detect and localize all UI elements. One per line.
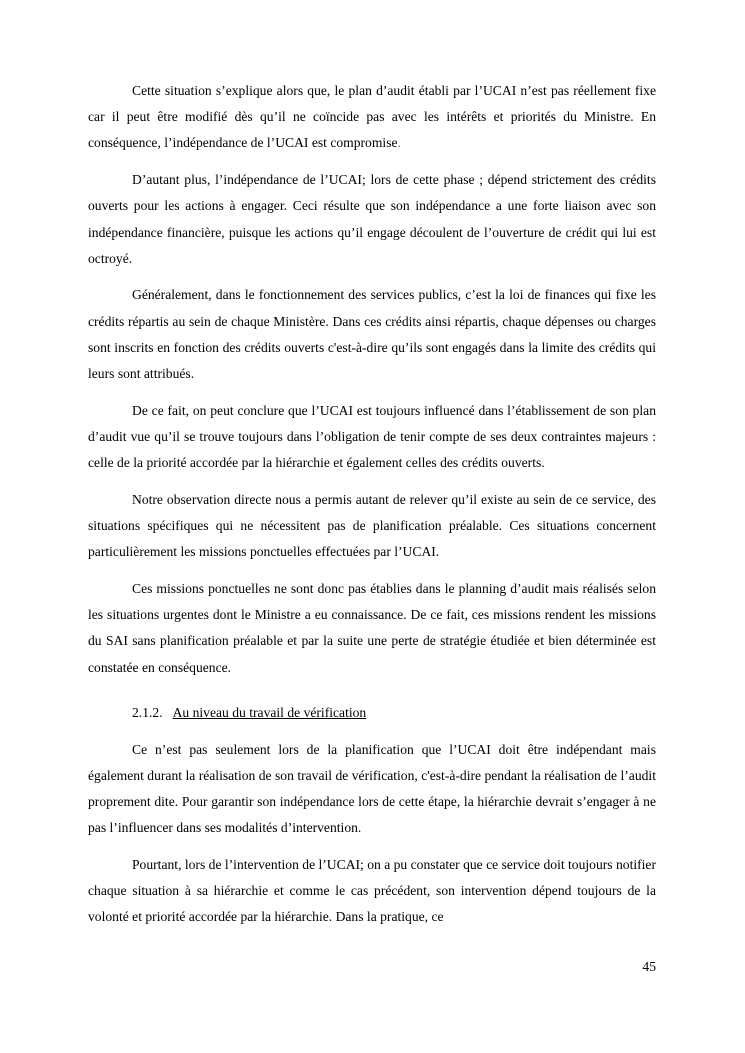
- paragraph-3: Généralement, dans le fonctionnement des services publics, c’est la loi de finances qui fixe les crédits répartis au sein de chaque Ministère. Dans ces crédits ainsi répartis, chaque dépenses ou charges sont inscrits en fonction des crédits ouverts c'est-à-dire qu’ils sont engagés dans la limite des crédits qui leurs sont attribués.: [88, 287, 656, 382]
- section-number: 2.1.2.: [132, 704, 163, 720]
- paragraph-4: De ce fait, on peut conclure que l’UCAI est toujours influencé dans l’établissement de son plan d’audit vue qu’il se trouve toujours dans l’obligation de tenir compte de ses deux contraintes majeurs : celle de la priorité accordée par la hiérarchie et également celles des crédits ouverts.: [88, 402, 656, 471]
- paragraph-1-text: Cette situation s’explique alors que, le plan d’audit établi par l’UCAI n’est pas réellement fixe car il peut être modifié dès qu’il ne coïncide pas avec les intérêts et priorités du Ministre. En conséquence, l’indépendance de l’UCAI est compromise: [88, 83, 656, 151]
- paragraph-1: [88, 78, 656, 157]
- document-page: [88, 78, 656, 941]
- paragraph-7: Ce n’est pas seulement lors de la planification que l’UCAI doit être indépendant mais également durant la réalisation de son travail de vérification, c'est-à-dire pendant la réalisation de l’audit proprement dite. Pour garantir son indépendance lors de cette étape, la hiérarchie devrait s’engager à ne pas l’influencer dans ses modalités d’intervention.: [88, 741, 656, 836]
- page-number: 45: [642, 959, 656, 974]
- section-heading: [132, 703, 656, 723]
- section-title: Au niveau du travail de vérification: [172, 704, 367, 720]
- paragraph-8: Pourtant, lors de l’intervention de l’UCAI; on a pu constater que ce service doit toujours notifier chaque situation à sa hiérarchie et comme le cas précédent, son intervention dépend toujours de la volonté et priorité accordée par la hiérarchie. Dans la pratique, ce: [88, 857, 656, 925]
- paragraph-1-trailing-period: .: [397, 135, 401, 151]
- paragraph-2: D’autant plus, l’indépendance de l’UCAI; lors de cette phase ; dépend strictement des crédits ouverts pour les actions à engager. Ceci résulte que son indépendance a une forte liaison avec son indépendance financière, puisque les actions qu’il engage découlent de l’ouverture de crédit qui lui est octroyé.: [88, 172, 656, 266]
- paragraph-6: Ces missions ponctuelles ne sont donc pas établies dans le planning d’audit mais réalisés selon les situations urgentes dont le Ministre a eu connaissance. De ce fait, ces missions rendent les missions du SAI sans planification préalable et par la suite une perte de stratégie étudiée et bien déterminée est constatée en conséquence.: [88, 580, 656, 675]
- paragraph-5: Notre observation directe nous a permis autant de relever qu’il existe au sein de ce service, des situations spécifiques qui ne nécessitent pas de planification préalable. Ces situations concernent particulièrement les missions ponctuelles effectuées par l’UCAI.: [88, 491, 656, 560]
